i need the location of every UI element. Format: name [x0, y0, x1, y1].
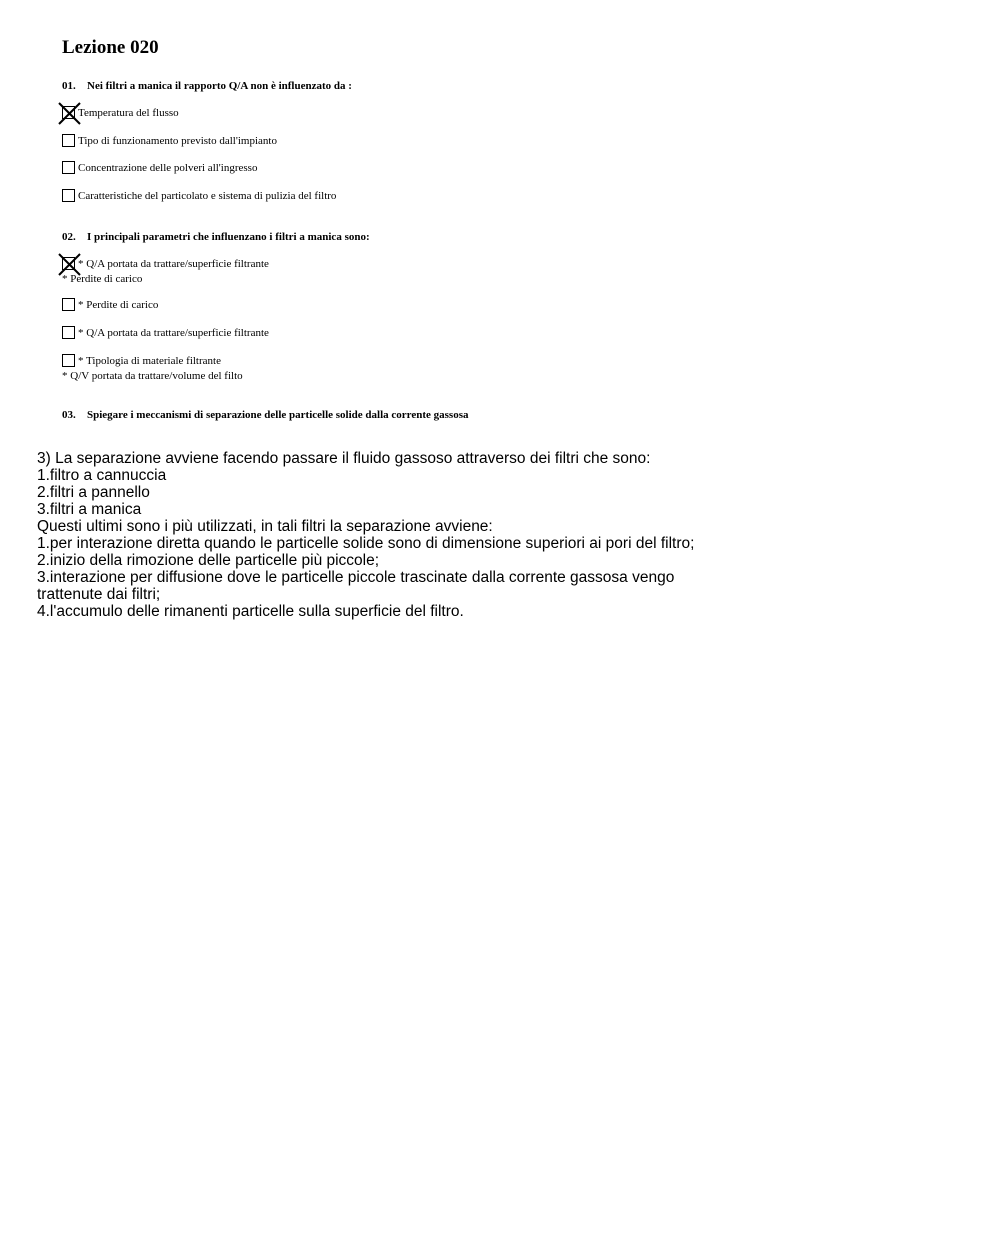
checkmark-x-icon [58, 253, 82, 277]
question-02-text [62, 231, 370, 243]
answer-line: trattenute dai filtri; [37, 586, 161, 603]
question-01-option-1[interactable] [62, 106, 179, 121]
page-title: Lezione 020 [62, 37, 159, 58]
question-02-option-3[interactable] [62, 326, 269, 341]
answer-line: 2.inizio della rimozione delle particelle più piccole; [37, 552, 380, 569]
answer-text [37, 450, 694, 620]
answer-line: 3.interazione per diffusione dove le particelle piccole trascinate dalla corrente gassosa vengo [37, 569, 675, 586]
option-label-continuation: * Perdite di carico [62, 273, 143, 285]
option-label: * Tipologia di materiale filtrante [78, 355, 221, 367]
question-number: 03. [62, 409, 76, 421]
option-label: * Perdite di carico [78, 299, 159, 311]
checkbox[interactable] [62, 161, 75, 174]
question-01-option-4[interactable] [62, 189, 336, 204]
option-label-continuation: * Q/V portata da trattare/volume del filto [62, 370, 243, 382]
question-label: I principali parametri che influenzano i filtri a manica sono: [87, 231, 370, 243]
question-label: Spiegare i meccanismi di separazione delle particelle solide dalla corrente gassosa [87, 409, 469, 421]
answer-line: 3) La separazione avviene facendo passare il fluido gassoso attraverso dei filtri che sono: [37, 450, 651, 467]
option-label: * Q/A portata da trattare/superficie filtrante [78, 327, 269, 339]
answer-line: 1.per interazione diretta quando le particelle solide sono di dimensione superiori ai pori del filtro; [37, 535, 695, 552]
checkbox[interactable] [62, 326, 75, 339]
option-label: Tipo di funzionamento previsto dall'impianto [78, 135, 277, 147]
answer-line: Questi ultimi sono i più utilizzati, in tali filtri la separazione avviene: [37, 518, 493, 535]
checkbox[interactable] [62, 134, 75, 147]
checked-checkbox[interactable] [62, 106, 75, 119]
checkbox[interactable] [62, 354, 75, 367]
answer-line: 2.filtri a pannello [37, 484, 150, 501]
question-number: 02. [62, 231, 76, 243]
option-label: Temperatura del flusso [78, 107, 179, 119]
question-03-text [62, 409, 469, 421]
question-02-option-2[interactable] [62, 298, 158, 313]
question-number: 01. [62, 80, 76, 92]
question-02-option-1[interactable] [62, 257, 269, 287]
option-label: * Q/A portata da trattare/superficie filtrante [78, 258, 269, 270]
checked-checkbox[interactable] [62, 257, 75, 270]
option-label: Caratteristiche del particolato e sistema di pulizia del filtro [78, 190, 337, 202]
checkmark-x-icon [58, 102, 82, 126]
answer-line: 4.l'accumulo delle rimanenti particelle sulla superficie del filtro. [37, 603, 464, 620]
checkbox[interactable] [62, 298, 75, 311]
answer-line: 3.filtri a manica [37, 501, 142, 518]
question-01-option-2[interactable] [62, 134, 277, 149]
question-label: Nei filtri a manica il rapporto Q/A non è influenzato da : [87, 80, 352, 92]
question-02-option-4[interactable] [62, 354, 243, 384]
answer-line: 1.filtro a cannuccia [37, 467, 167, 484]
option-label: Concentrazione delle polveri all'ingresso [78, 162, 258, 174]
checkbox[interactable] [62, 189, 75, 202]
question-01-option-3[interactable] [62, 161, 257, 176]
question-01-text [62, 80, 352, 92]
